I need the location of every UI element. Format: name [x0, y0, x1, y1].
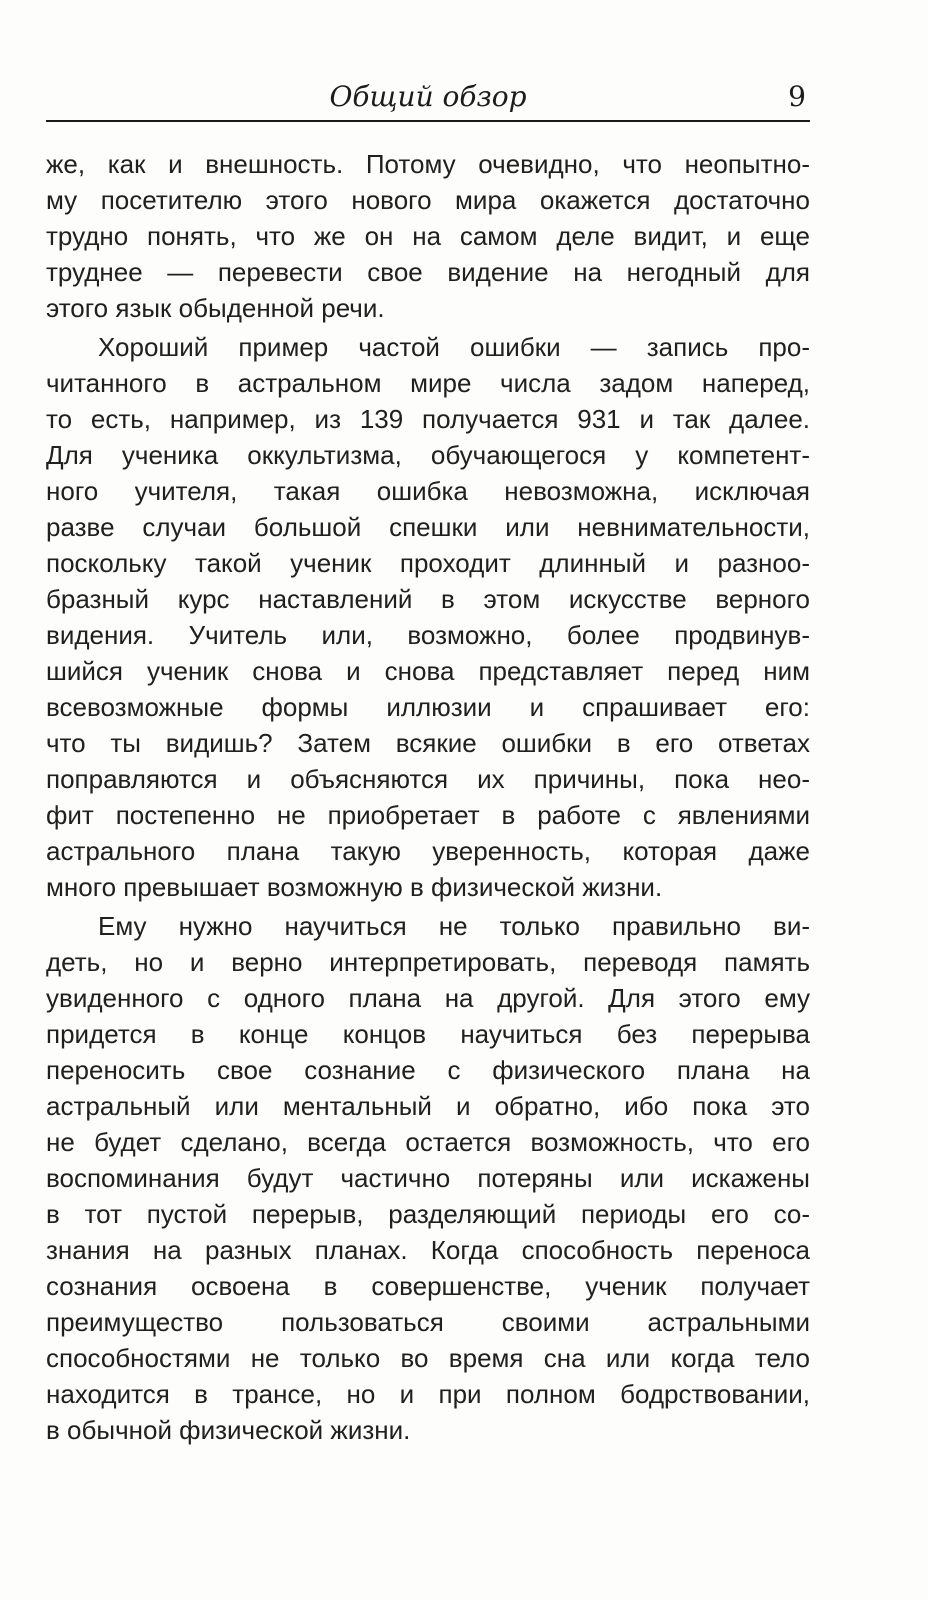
text-line: деть, но и верно интерпретировать, переводя память	[46, 947, 810, 977]
paragraph-1	[46, 146, 810, 326]
text-line: воспоминания будут частично потеряны или искажены	[46, 1163, 810, 1193]
text-line: астрального плана такую уверенность, которая даже	[46, 836, 810, 866]
text-line: что ты видишь? Затем всякие ошибки в его ответах	[46, 728, 810, 758]
text-line: поправляются и объясняются их причины, пока нео-	[46, 764, 810, 794]
text-line: в обычной физической жизни.	[46, 1415, 411, 1445]
body-text	[46, 146, 810, 1448]
text-line: астральный или ментальный и обратно, ибо пока это	[46, 1091, 810, 1121]
running-header	[46, 78, 810, 122]
text-line: находится в трансе, но и при полном бодрствовании,	[46, 1379, 810, 1409]
text-line: сознания освоена в совершенстве, ученик получает	[46, 1271, 810, 1301]
text-line: поскольку такой ученик проходит длинный и разноо-	[46, 548, 810, 578]
text-line: труднее — перевести свое видение на негодный для	[46, 257, 810, 287]
text-line: Ему нужно научиться не только правильно ви-	[98, 911, 810, 941]
text-line: шийся ученик снова и снова представляет перед ним	[46, 656, 810, 686]
text-line: му посетителю этого нового мира окажется достаточно	[46, 185, 810, 215]
text-line: всевозможные формы иллюзии и спрашивает его:	[46, 692, 810, 722]
text-line: этого язык обыденной речи.	[46, 293, 385, 323]
text-line: то есть, например, из 139 получается 931 и так далее.	[46, 404, 810, 434]
running-title: Общий обзор	[329, 80, 527, 113]
text-line: преимущество пользоваться своими астральными	[46, 1307, 810, 1337]
text-line: фит постепенно не приобретает в работе с явлениями	[46, 800, 810, 830]
text-line: Для ученика оккультизма, обучающегося у компетент-	[46, 440, 810, 470]
text-line: трудно понять, что же он на самом деле видит, и еще	[46, 221, 810, 251]
text-line: же, как и внешность. Потому очевидно, что неопытно-	[46, 149, 810, 179]
text-line: ного учителя, такая ошибка невозможна, исключая	[46, 476, 810, 506]
text-line: Хороший пример частой ошибки — запись про-	[98, 332, 810, 362]
text-line: способностями не только во время сна или когда тело	[46, 1343, 810, 1373]
paragraph-3	[46, 908, 810, 1448]
text-line: переносить свое сознание с физического плана на	[46, 1055, 810, 1085]
paragraph-2	[46, 329, 810, 905]
text-line: придется в конце концов научиться без перерыва	[46, 1019, 810, 1049]
text-line: читанного в астральном мире числа задом наперед,	[46, 368, 810, 398]
text-line: увиденного с одного плана на другой. Для этого ему	[46, 983, 810, 1013]
text-line: в тот пустой перерыв, разделяющий периоды его со-	[46, 1199, 810, 1229]
text-line: не будет сделано, всегда остается возможность, что его	[46, 1127, 810, 1157]
page-number: 9	[788, 80, 806, 113]
text-line: много превышает возможную в физической жизни.	[46, 872, 663, 902]
text-line: разве случаи большой спешки или невнимательности,	[46, 512, 810, 542]
text-line: знания на разных планах. Когда способность переноса	[46, 1235, 810, 1265]
text-line: видения. Учитель или, возможно, более продвинув-	[46, 620, 810, 650]
text-line: бразный курс наставлений в этом искусстве верного	[46, 584, 810, 614]
